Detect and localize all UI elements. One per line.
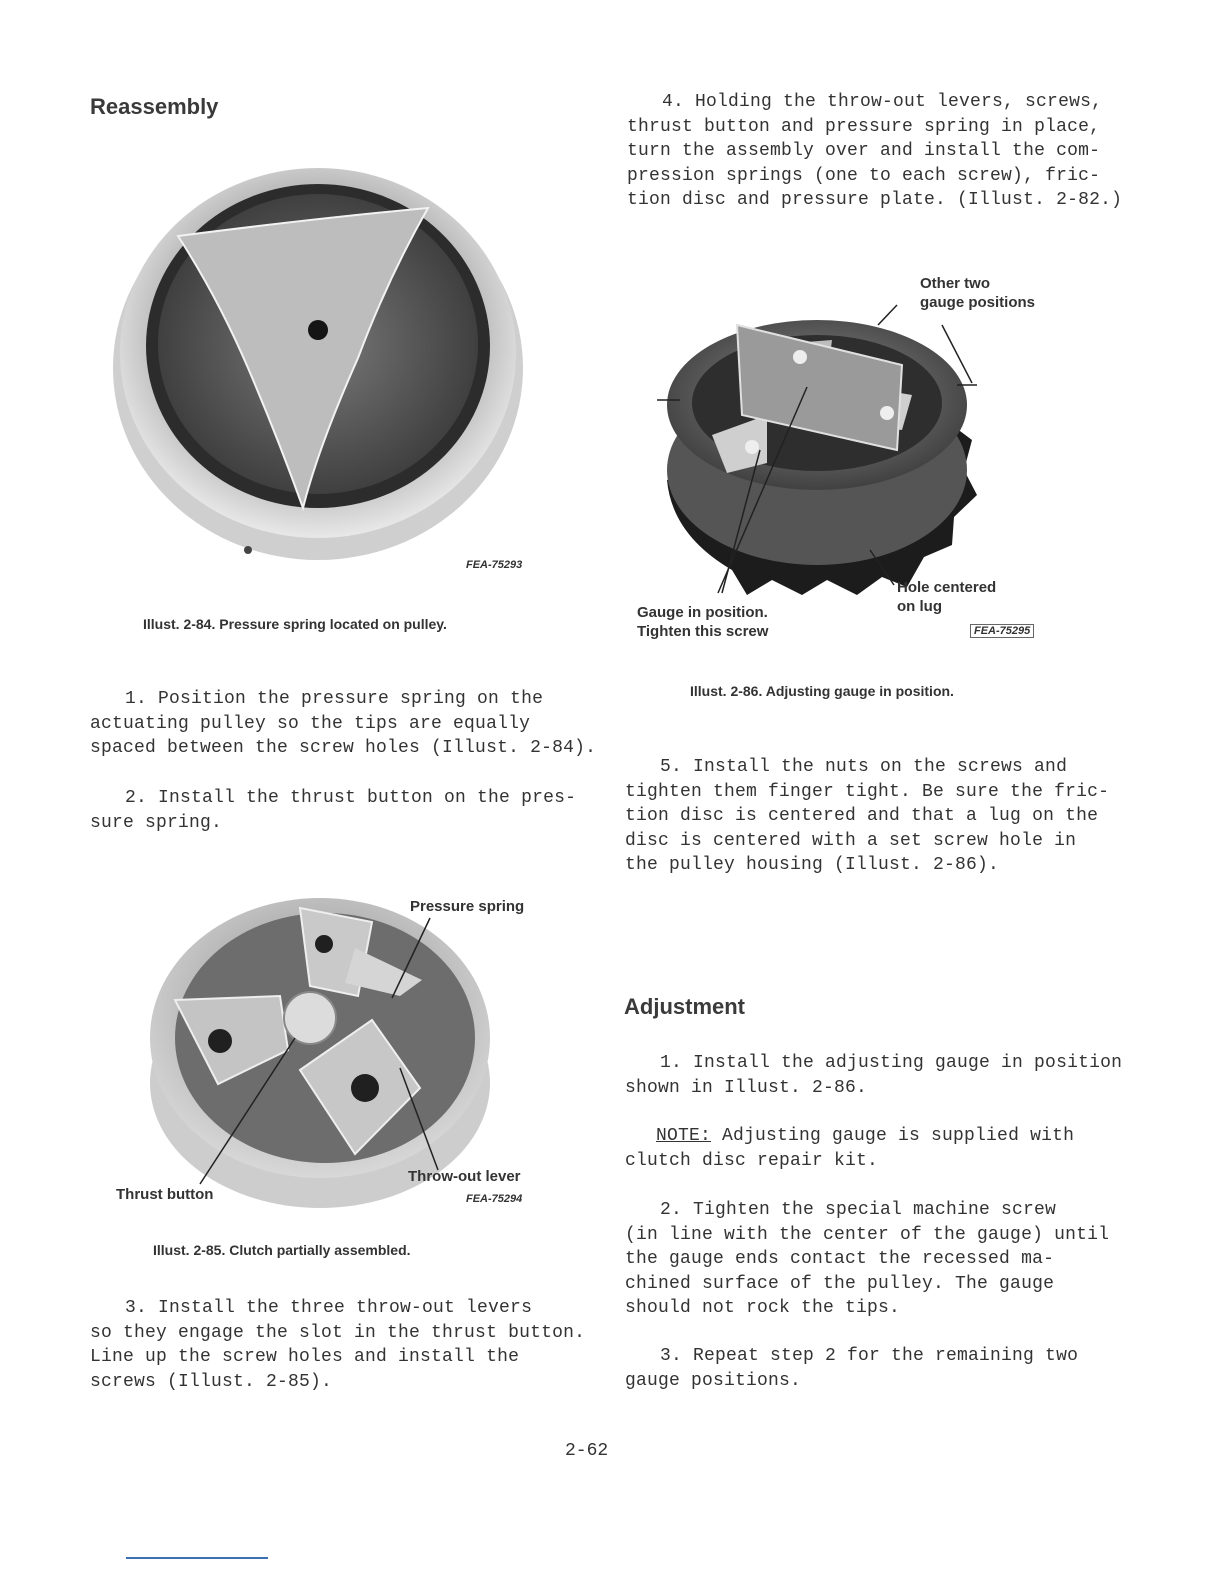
gauge-in-position-label: Gauge in position. Tighten this screw xyxy=(637,604,769,640)
note-paragraph xyxy=(625,1124,1074,1173)
step-2-paragraph: 2. Install the thrust button on the pres- sure spring. xyxy=(90,788,577,833)
adjustment-step-1-paragraph: 1. Install the adjusting gauge in position shown in Illust. 2-86. xyxy=(625,1053,1123,1098)
adjustment-step-2-paragraph: 2. Tighten the special machine screw (in line with the center of the gauge) until the gauge ends contact the recessed ma- chined surface of the pulley. The gauge should not rock the tips. xyxy=(625,1200,1110,1318)
figure-code: FEA-75293 xyxy=(466,559,523,571)
step-4-paragraph: 4. Holding the throw-out levers, screws, thrust button and pressure spring in place, turn the assembly over and install the com- pression springs (one to each screw), fric- tion disc and pressure plate. (Illust. 2-82.) xyxy=(627,92,1123,210)
clutch-partially-assembled-photo xyxy=(110,888,540,1208)
adjustment-step-3-paragraph: 3. Repeat step 2 for the remaining two gauge positions. xyxy=(625,1346,1079,1391)
throwout-lever-label: Throw-out lever xyxy=(408,1168,521,1185)
step-3-paragraph: 3. Install the three throw-out levers so they engage the slot in the thrust button. Line up the screw holes and install the screws (Illust. 2-85). xyxy=(90,1298,586,1392)
thrust-button-label: Thrust button xyxy=(116,1186,214,1203)
step-5-paragraph: 5. Install the nuts on the screws and tighten them finger tight. Be sure the fric- tion disc is centered and that a lug on the disc is centered with a set screw hole in the pulley housing (Illust. 2-86). xyxy=(625,757,1110,875)
pressure-spring-on-pulley-photo xyxy=(108,148,528,568)
other-two-gauge-positions-label: Other two gauge positions xyxy=(920,275,1036,311)
step-1-paragraph: 1. Position the pressure spring on the actuating pulley so the tips are equally spaced between the screw holes (Illust. 2-84). xyxy=(90,689,597,758)
figure-code: FEA-75295 xyxy=(970,624,1034,638)
figure-caption: Illust. 2-85. Clutch partially assembled. xyxy=(153,1242,411,1258)
hole-centered-label: Hole centered on lug xyxy=(897,579,997,615)
figure-caption: Illust. 2-84. Pressure spring located on pulley. xyxy=(143,616,447,632)
figure-code: FEA-75294 xyxy=(466,1193,523,1205)
figure-caption: Illust. 2-86. Adjusting gauge in position. xyxy=(690,683,954,699)
reassembly-heading: Reassembly xyxy=(90,94,219,119)
pressure-spring-label: Pressure spring xyxy=(410,898,525,915)
footer-rule xyxy=(126,1557,268,1559)
adjusting-gauge-photo xyxy=(652,295,992,615)
adjustment-heading: Adjustment xyxy=(624,994,745,1019)
note-text: Adjusting gauge is supplied with clutch disc repair kit. xyxy=(625,1126,1075,1171)
note-label: NOTE: xyxy=(656,1126,712,1146)
page-number: 2-62 xyxy=(565,1441,609,1461)
